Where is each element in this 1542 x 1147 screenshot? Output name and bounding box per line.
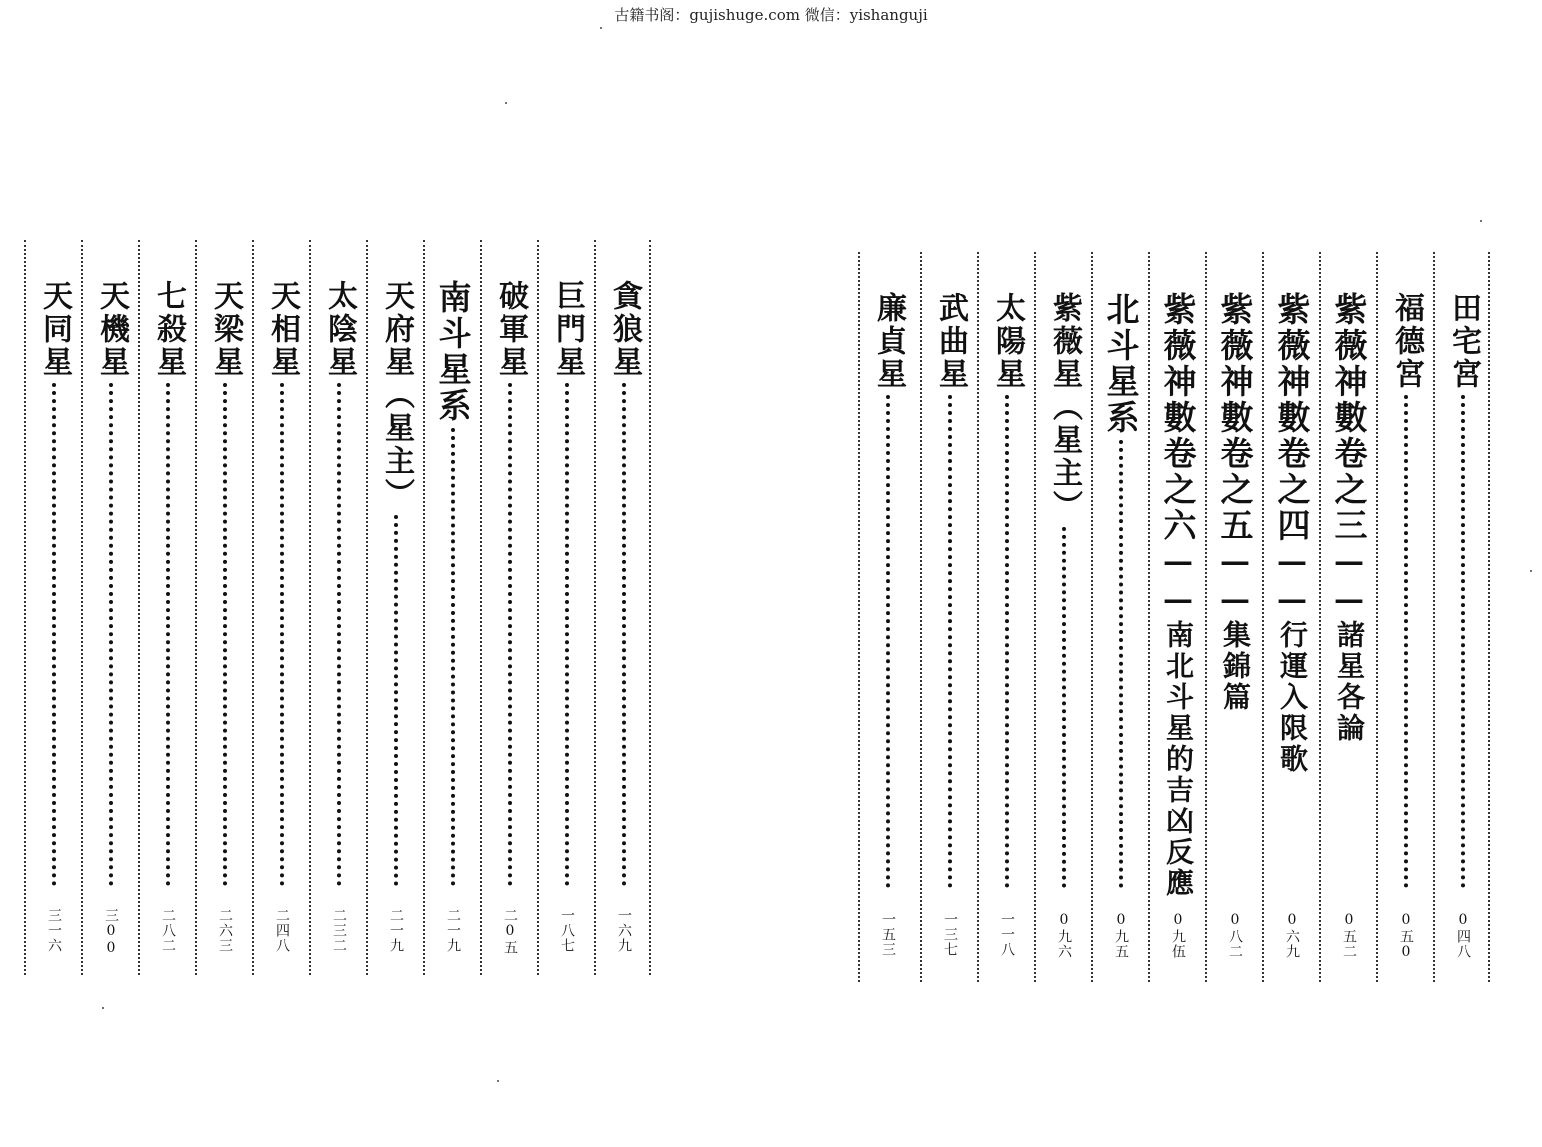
dot-leader [451, 428, 455, 886]
entry-title: 天相星 [265, 280, 300, 379]
page-number: 0九五 [1113, 912, 1129, 959]
page-number: 0五二 [1341, 912, 1357, 959]
entry-title: 七殺星 [151, 280, 186, 379]
page-number: 0六九 [1284, 912, 1300, 959]
toc-entry [594, 240, 651, 975]
entry-title: 田宅宮 [1446, 292, 1481, 391]
page-number: 一三七 [942, 912, 958, 957]
page-number: 一一八 [999, 912, 1015, 957]
scan-speck [505, 102, 507, 104]
entry-title: 貪狼星 [607, 280, 642, 379]
dot-leader [109, 383, 113, 886]
page-number: 二一九 [388, 908, 404, 953]
toc-entry [423, 240, 480, 975]
entry-title: 天同星 [37, 280, 72, 379]
toc-entry [858, 252, 915, 982]
toc-entry [977, 252, 1034, 982]
page-number: 0四八 [1455, 912, 1471, 959]
page-number: 一八七 [559, 908, 575, 953]
dot-leader [1062, 527, 1066, 888]
entry-subtitle: 南北斗星的吉凶反應 [1162, 620, 1195, 899]
em-dash: —— [1274, 544, 1310, 620]
toc-entry [1262, 252, 1319, 982]
toc-entry [480, 240, 537, 975]
toc-entry [920, 252, 977, 982]
dot-leader [337, 383, 341, 886]
dot-leader [622, 383, 626, 886]
toc-page-left [22, 240, 658, 975]
page-number: 三一六 [46, 908, 62, 953]
toc-entry [537, 240, 594, 975]
entry-title: 紫薇星（星主） [1047, 292, 1082, 523]
dot-leader [394, 515, 398, 886]
toc-page-right [858, 252, 1490, 982]
page-number: 0九伍 [1170, 912, 1186, 959]
toc-entry [24, 240, 81, 975]
page-number: 三00 [103, 908, 119, 957]
em-dash: —— [1160, 544, 1196, 620]
dot-leader [1005, 395, 1009, 888]
dot-leader [1461, 395, 1465, 888]
entry-title: 紫薇神數卷之三 [1329, 292, 1369, 544]
entry-title: 巨門星 [550, 280, 585, 379]
page-number: 二八二 [160, 908, 176, 953]
entry-title: 太陰星 [322, 280, 357, 379]
entry-subtitle: 集錦篇 [1219, 620, 1252, 713]
page-number: 一五三 [880, 912, 896, 957]
page-number: 二0五 [502, 908, 518, 955]
toc-entry [1376, 252, 1433, 982]
dot-leader [280, 383, 284, 886]
page-number: 0八二 [1227, 912, 1243, 959]
page-number: 二六三 [217, 908, 233, 953]
toc-entry [252, 240, 309, 975]
toc-entry [195, 240, 252, 975]
toc-entry [138, 240, 195, 975]
em-dash: —— [1331, 544, 1367, 620]
dot-leader [166, 383, 170, 886]
entry-title: 福德宮 [1389, 292, 1424, 391]
scan-speck [497, 1080, 499, 1082]
page-number: 0五0 [1398, 912, 1414, 961]
entry-title: 天府星（星主） [379, 280, 414, 511]
page-number: 二四八 [274, 908, 290, 953]
entry-title: 南斗星系 [433, 280, 473, 424]
toc-entry [81, 240, 138, 975]
toc-entry [1091, 252, 1148, 982]
entry-title: 北斗星系 [1101, 292, 1141, 436]
toc-entry [366, 240, 423, 975]
entry-title: 武曲星 [933, 292, 968, 391]
scan-speck [600, 27, 602, 29]
dot-leader [223, 383, 227, 886]
page-number: 一六九 [616, 908, 632, 953]
toc-entry [309, 240, 366, 975]
entry-subtitle: 行運入限歌 [1276, 620, 1309, 775]
watermark-header: 古籍书阁：gujishuge.com 微信：yishanguji [614, 6, 928, 24]
em-dash: —— [1217, 544, 1253, 620]
entry-title: 天梁星 [208, 280, 243, 379]
scan-speck [1530, 570, 1532, 572]
toc-entry [1433, 252, 1490, 982]
dot-leader [52, 383, 56, 886]
entry-title: 紫薇神數卷之四 [1272, 292, 1312, 544]
dot-leader [1119, 440, 1123, 888]
scan-speck [1480, 220, 1482, 222]
toc-entry [1205, 252, 1262, 982]
dot-leader [948, 395, 952, 888]
page-number: 二一九 [445, 908, 461, 953]
dot-leader [886, 395, 890, 888]
dot-leader [1404, 395, 1408, 888]
toc-entry [1319, 252, 1376, 982]
entry-title: 太陽星 [990, 292, 1025, 391]
entry-title: 紫薇神數卷之五 [1215, 292, 1255, 544]
dot-leader [565, 383, 569, 886]
entry-title: 紫薇神數卷之六 [1158, 292, 1198, 544]
toc-entry [1148, 252, 1205, 982]
entry-title: 天機星 [94, 280, 129, 379]
entry-title: 破軍星 [493, 280, 528, 379]
entry-subtitle: 諸星各論 [1333, 620, 1366, 744]
page-number: 0九六 [1056, 912, 1072, 959]
scan-speck [102, 1007, 104, 1009]
toc-entry [1034, 252, 1091, 982]
entry-title: 廉貞星 [871, 292, 906, 391]
dot-leader [508, 383, 512, 886]
page-number: 二三二 [331, 908, 347, 953]
